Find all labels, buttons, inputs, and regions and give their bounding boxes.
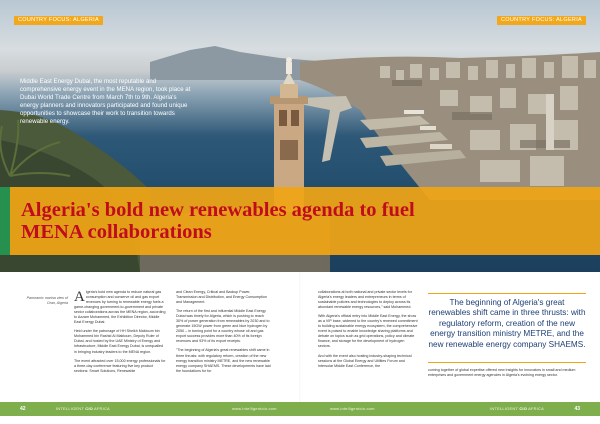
magazine-name-part: INTELLIGENT [490,406,520,411]
article-column-4 [428,368,584,382]
page-number-left: 42 [20,406,26,412]
magazine-name-part: CIO [85,406,93,411]
paragraph: With Algeria's official entry into Middle East Energy, the show as a VIP base, widened to the country's renewed commitment to building sustainable energy ecosystem, the comprehensive event is poised to enable knowledge sharing platforms and debate on topics such as grid operations, policy and climate finance, and storage for the development of hydrogen sectors. [318,314,418,349]
pull-quote: The beginning of Algeria's great renewables shift came in three thrusts: with regulatory reform, creation of the new energy transition ministry METRE, and the new renewable energy company SHAEMS. [428,298,586,349]
dropcap: A [74,289,85,305]
intro-text: Middle East Energy Dubai, the most reputable and comprehensive energy event in the MENA region, took place at Dubai World Trade Centre from March 7th to 9th. Algeria's energy planners and innovators participated and found unique opportunities to showcase their work to transition towards renewable energy. [20,78,191,126]
magazine-name-left [56,402,110,416]
paragraph: Held under the patronage of HH Sheikh Maktoum bin Mohammed bin Rashid Al Maktoum, Deputy Ruler of Dubai, and hosted by the UAE Ministry of Energy and Infrastructure, Middle East Energy Dubai, is unequalled in bringing industry leaders to the MENA region. [74,329,164,354]
paragraph: The event attracted over 15,000 energy professionals for a three-day conference featuring five key product sections: Smart Solutions, Renewable [74,358,166,373]
magazine-name-part: AFRICA [527,406,544,411]
magazine-name-part: CIO [519,406,528,411]
magazine-name-right [490,402,544,416]
page-number-right: 43 [574,406,580,412]
paragraph: The return of the first and influential Middle East Energy Dubai was timely for Algeria, which is pushing to reach 30% of power generation from renewables by 2030 and to generate 15GW power from green and blue hydrogen by 2050 – in turning point for a country whose oil and gas export success provides more than 40% of its foreign revenues and 93% of its export receipts. [176,309,270,344]
magazine-name-part: INTELLIGENT [56,406,86,411]
website-url-left: www.intelligentcio.com [232,406,277,411]
article-column-2 [176,290,272,378]
website-url-right: www.intelligentcio.com [330,406,375,411]
page-gutter [299,272,301,402]
paragraph: And with the event also hosting industry-shaping technical sessions at the Global Energy and Utilities Forum and Intersolar Middle East Conference, the [318,353,412,368]
section-tag-left: COUNTRY FOCUS: ALGERIA [14,16,103,25]
quote-rule-bottom [428,362,586,363]
article-column-3 [318,290,418,373]
magazine-name-part: AFRICA [92,406,110,411]
section-tag-right: COUNTRY FOCUS: ALGERIA [497,16,586,25]
photo-caption: Panoramic marina view of Oran, Algeria [26,296,68,305]
quote-rule-top [428,293,586,294]
article-column-1 [74,290,166,378]
paragraph: "The beginning of Algeria's great renewables shift came in three thrusts: with regulatory reform, creation of the new energy transition ministry METRE, and the new renewable energy company SHAEMS. These developments have laid the foundations for for [176,348,271,373]
headline-accent-bar [0,187,10,255]
paragraph: and Clean Energy, Critical and Backup Power, Transmission and Distribution, and Energy Consumption and Management. [176,290,267,305]
paragraph: lgeria's bold new agenda to reduce natural gas consumption and conserve oil and gas export revenues by turning to renewable energy fuels a game-changing government-to-government and private sector collaborations across the MENA region, according to Azzam Mohammed, the Exhibition Director, Middle East Energy Dubai. [74,290,166,325]
headline: Algeria's bold new renewables agenda to fuel MENA collaborations [21,199,415,243]
paragraph: coming together of global expertise offered new insights for innovators in small and medium enterprises and government energy agencies in Algeria's evolving energy sector. [428,368,576,378]
paragraph: collaborations at both national and private sector levels for Algeria's energy leaders and entrepreneurs in terms of sustainable policies and technologies to deploy across its abundant renewable energy resources," said Mohammed. [318,290,412,310]
